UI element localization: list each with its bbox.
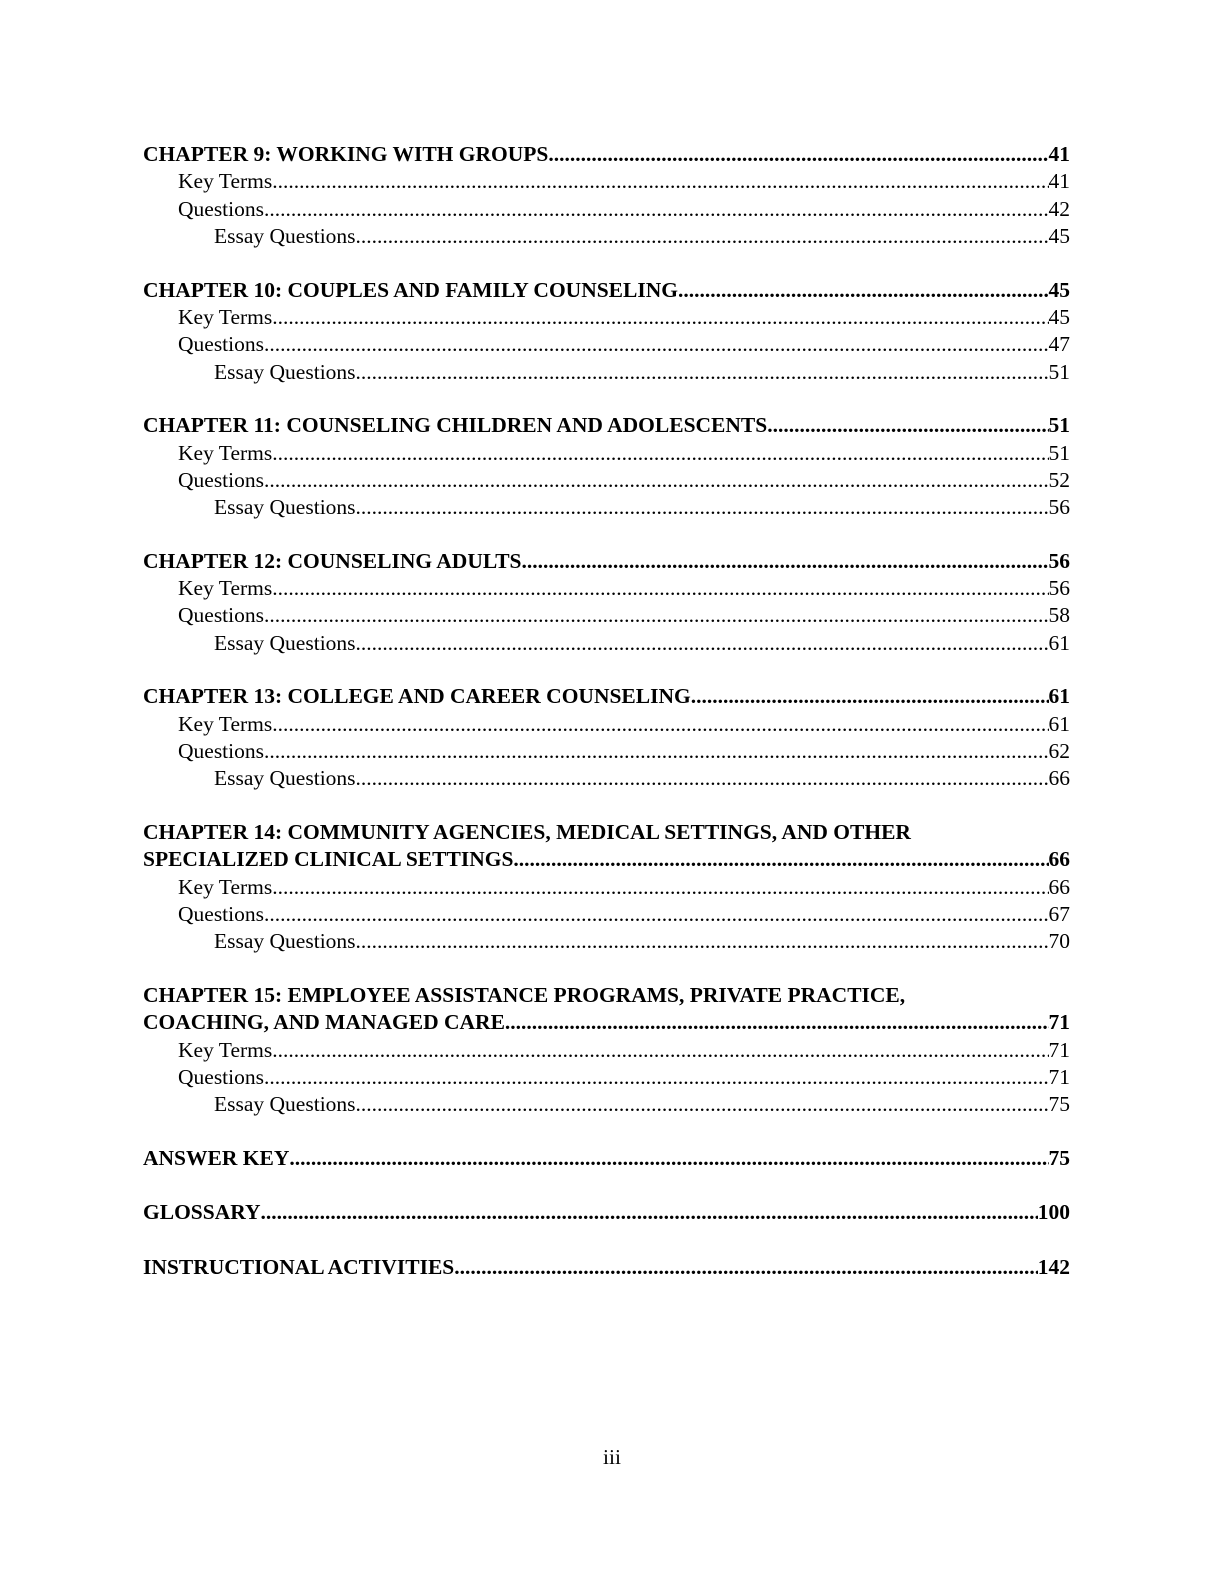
- section-title: INSTRUCTIONAL ACTIVITIES: [143, 1254, 455, 1279]
- entry-label: Questions: [178, 332, 264, 357]
- entry-label: Questions: [178, 467, 264, 492]
- toc-entry-questions[interactable]: [143, 602, 1070, 629]
- chapter-title: CHAPTER 13: COLLEGE AND CAREER COUNSELING: [143, 684, 691, 709]
- page-number: iii: [603, 1445, 621, 1469]
- toc-entry-glossary[interactable]: [143, 1199, 1070, 1226]
- entry-label: Key Terms: [178, 576, 273, 601]
- toc-entry-questions[interactable]: [143, 738, 1070, 765]
- dot-leader: [264, 602, 1049, 629]
- page-ref: 56: [1048, 548, 1070, 573]
- toc-entry-key-terms[interactable]: [143, 711, 1070, 738]
- dot-leader: [272, 874, 1048, 901]
- dot-leader: [272, 1037, 1048, 1064]
- entry-label: Questions: [178, 1064, 264, 1089]
- page-ref: 45: [1048, 304, 1070, 329]
- page-ref: 41: [1048, 142, 1070, 166]
- section-title: GLOSSARY: [143, 1200, 261, 1225]
- entry-label: Key Terms: [178, 169, 273, 194]
- page-ref: 45: [1048, 224, 1070, 249]
- entry-label: Key Terms: [178, 711, 273, 736]
- toc-entry-questions[interactable]: [143, 901, 1070, 928]
- dot-leader: [356, 223, 1049, 250]
- entry-label: Essay Questions: [214, 224, 356, 249]
- dot-leader: [264, 467, 1049, 494]
- entry-label: Essay Questions: [214, 630, 356, 655]
- entry-label: Questions: [178, 901, 264, 926]
- toc-entry-essay-questions[interactable]: [143, 765, 1070, 792]
- toc-entry-essay-questions[interactable]: [143, 1091, 1070, 1118]
- page-ref: 66: [1048, 766, 1070, 791]
- page-ref: 51: [1048, 413, 1070, 438]
- toc-section-chapter-11: [143, 412, 1070, 522]
- dot-leader: [522, 548, 1049, 575]
- dot-leader: [505, 1009, 1049, 1036]
- page-ref: 41: [1048, 169, 1070, 194]
- toc-section-chapter-12: [143, 548, 1070, 658]
- entry-label: Questions: [178, 196, 264, 221]
- dot-leader: [678, 277, 1049, 304]
- entry-label: Questions: [178, 603, 264, 628]
- page-ref: 66: [1048, 874, 1070, 899]
- toc-entry-chapter-13[interactable]: [143, 683, 1070, 710]
- page-ref: 52: [1048, 467, 1070, 492]
- toc-entry-key-terms[interactable]: [143, 168, 1070, 195]
- dot-leader: [548, 141, 1048, 168]
- toc-entry-essay-questions[interactable]: [143, 630, 1070, 657]
- dot-leader: [272, 304, 1048, 331]
- table-of-contents: [143, 141, 1070, 1307]
- toc-entry-questions[interactable]: [143, 467, 1070, 494]
- toc-entry-essay-questions[interactable]: [143, 223, 1070, 250]
- page-ref: 61: [1048, 711, 1070, 736]
- dot-leader: [356, 928, 1049, 955]
- entry-label: Essay Questions: [214, 359, 356, 384]
- entry-label: Essay Questions: [214, 495, 356, 520]
- entry-label: Key Terms: [178, 874, 273, 899]
- page-ref: 100: [1037, 1200, 1070, 1225]
- page-ref: 45: [1048, 277, 1070, 302]
- dot-leader: [454, 1254, 1037, 1281]
- dot-leader: [261, 1199, 1038, 1226]
- page-ref: 56: [1048, 495, 1070, 520]
- toc-entry-key-terms[interactable]: [143, 874, 1070, 901]
- entry-label: Key Terms: [178, 304, 273, 329]
- toc-entry-key-terms[interactable]: [143, 575, 1070, 602]
- toc-entry-chapter-12[interactable]: [143, 548, 1070, 575]
- section-title: ANSWER KEY: [143, 1145, 290, 1170]
- page-ref: 61: [1048, 630, 1070, 655]
- toc-entry-essay-questions[interactable]: [143, 928, 1070, 955]
- dot-leader: [272, 168, 1048, 195]
- page-ref: 142: [1037, 1254, 1070, 1279]
- dot-leader: [356, 494, 1049, 521]
- toc-entry-key-terms[interactable]: [143, 304, 1070, 331]
- chapter-title-line-1[interactable]: CHAPTER 15: EMPLOYEE ASSISTANCE PROGRAMS, PRIVATE PRACTICE,: [143, 982, 906, 1007]
- dot-leader: [264, 196, 1049, 223]
- page-ref: 66: [1048, 847, 1070, 872]
- chapter-title-line-2: COACHING, AND MANAGED CARE: [143, 1010, 505, 1035]
- chapter-title: CHAPTER 12: COUNSELING ADULTS: [143, 548, 522, 573]
- toc-entry-chapter-10[interactable]: [143, 277, 1070, 304]
- dot-leader: [264, 901, 1049, 928]
- toc-entry-essay-questions[interactable]: [143, 494, 1070, 521]
- dot-leader: [272, 711, 1048, 738]
- toc-section-chapter-10: [143, 277, 1070, 387]
- toc-entry-answer-key[interactable]: [143, 1145, 1070, 1172]
- chapter-title: CHAPTER 11: COUNSELING CHILDREN AND ADOLESCENTS: [143, 413, 768, 438]
- dot-leader: [356, 1091, 1049, 1118]
- page-ref: 75: [1048, 1145, 1070, 1170]
- page-ref: 51: [1048, 440, 1070, 465]
- page-ref: 71: [1048, 1010, 1070, 1035]
- entry-label: Essay Questions: [214, 1092, 356, 1117]
- toc-entry-instructional-activities[interactable]: [143, 1254, 1070, 1281]
- toc-entry-key-terms[interactable]: [143, 1037, 1070, 1064]
- page-ref: 47: [1048, 332, 1070, 357]
- toc-entry-questions[interactable]: [143, 196, 1070, 223]
- dot-leader: [272, 440, 1048, 467]
- entry-label: Essay Questions: [214, 929, 356, 954]
- toc-section-chapter-14: [143, 819, 1070, 956]
- toc-section-chapter-9: [143, 141, 1070, 251]
- dot-leader: [264, 331, 1049, 358]
- dot-leader: [289, 1145, 1048, 1172]
- dot-leader: [691, 683, 1049, 710]
- chapter-title-line-1[interactable]: CHAPTER 14: COMMUNITY AGENCIES, MEDICAL SETTINGS, AND OTHER: [143, 819, 911, 844]
- page-ref: 62: [1048, 739, 1070, 764]
- chapter-title: CHAPTER 10: COUPLES AND FAMILY COUNSELING: [143, 277, 678, 302]
- page-ref: 75: [1048, 1092, 1070, 1117]
- page-ref: 58: [1048, 603, 1070, 628]
- toc-entry-essay-questions[interactable]: [143, 359, 1070, 386]
- page-ref: 70: [1048, 929, 1070, 954]
- toc-entry-chapter-15[interactable]: [143, 1009, 1070, 1036]
- page-ref: 42: [1048, 196, 1070, 221]
- toc-entry-key-terms[interactable]: [143, 440, 1070, 467]
- entry-label: Essay Questions: [214, 766, 356, 791]
- toc-section-chapter-13: [143, 683, 1070, 793]
- toc-entry-chapter-11[interactable]: [143, 412, 1070, 439]
- entry-label: Questions: [178, 739, 264, 764]
- dot-leader: [356, 359, 1049, 386]
- page-ref: 71: [1048, 1064, 1070, 1089]
- dot-leader: [356, 765, 1049, 792]
- page-ref: 56: [1048, 576, 1070, 601]
- toc-entry-chapter-14[interactable]: [143, 846, 1070, 873]
- dot-leader: [513, 846, 1048, 873]
- entry-label: Key Terms: [178, 440, 273, 465]
- chapter-title: CHAPTER 9: WORKING WITH GROUPS: [143, 142, 549, 166]
- page-ref: 67: [1048, 901, 1070, 926]
- toc-entry-questions[interactable]: [143, 1064, 1070, 1091]
- chapter-title-line-2: SPECIALIZED CLINICAL SETTINGS: [143, 847, 514, 872]
- page-ref: 51: [1048, 359, 1070, 384]
- dot-leader: [264, 738, 1049, 765]
- toc-section-instructional-activities: [143, 1254, 1070, 1281]
- toc-section-glossary: [143, 1199, 1070, 1226]
- page-ref: 71: [1048, 1037, 1070, 1062]
- dot-leader: [272, 575, 1048, 602]
- toc-section-chapter-15: [143, 982, 1070, 1119]
- entry-label: Key Terms: [178, 1037, 273, 1062]
- toc-section-answer-key: [143, 1145, 1070, 1172]
- dot-leader: [767, 412, 1048, 439]
- toc-entry-chapter-9[interactable]: [143, 141, 1070, 168]
- dot-leader: [356, 630, 1049, 657]
- toc-entry-questions[interactable]: [143, 331, 1070, 358]
- page-ref: 61: [1048, 684, 1070, 709]
- dot-leader: [264, 1064, 1049, 1091]
